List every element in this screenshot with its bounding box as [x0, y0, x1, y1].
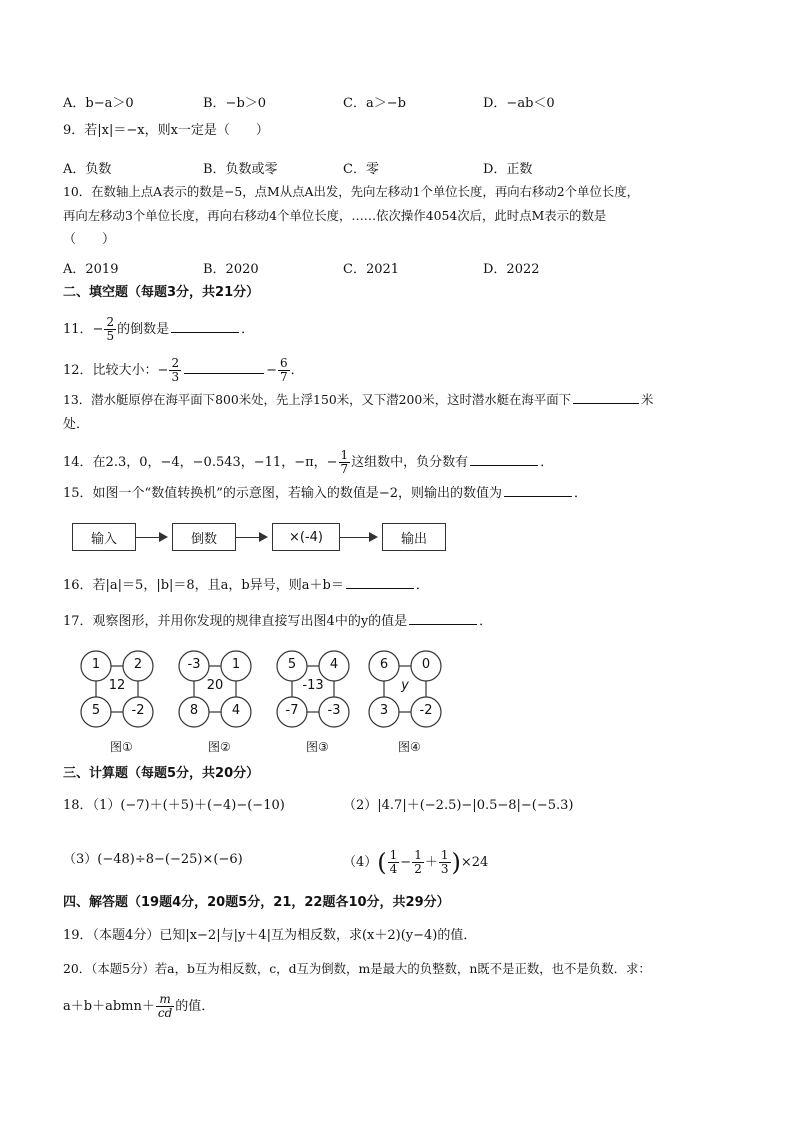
- q8-option-c: C．a＞−b: [343, 96, 406, 111]
- q10-option-a: A．2019: [63, 262, 119, 277]
- q13-line2: 处．: [63, 417, 90, 432]
- flow-reciprocal-box: 倒数: [172, 523, 236, 551]
- q10-line1: 10．在数轴上点A表示的数是−5，点M从点A出发，先向左移动1个单位长度，再向右移动2个单位长度，: [63, 184, 640, 199]
- figure-3-caption: 图③: [306, 740, 329, 754]
- figure-3-center-number: -13: [302, 678, 324, 693]
- flow-multiply-box: ×(-4): [272, 523, 340, 551]
- q11-text: 的倒数是: [117, 322, 170, 337]
- flow-arrow-icon: [340, 537, 376, 538]
- section-4-title: 四、解答题（19题4分，20题5分，21，22题各10分，共29分）: [63, 895, 450, 910]
- q16: 16．若|a|＝5，|b|＝8，且a，b异号，则a＋b＝ ．: [63, 578, 429, 593]
- figure-2: [177, 649, 253, 729]
- figure-1-bl-number: 5: [91, 703, 101, 718]
- figure-4-bl-number: 3: [379, 703, 389, 718]
- q12-prefix: 12．比较大小：−: [63, 363, 169, 378]
- q9-stem: 9．若|x|＝−x，则x一定是（ ）: [63, 123, 269, 138]
- section-2-title: 二、填空题（每题3分，共21分）: [63, 285, 260, 300]
- q9-option-a: A．负数: [63, 162, 112, 177]
- figure-3-tl-number: 5: [287, 657, 297, 672]
- figure-1-tl-number: 1: [91, 657, 101, 672]
- q9-option-c: C．零: [343, 162, 379, 177]
- q8-option-a: A．b−a＞0: [63, 96, 134, 111]
- figure-1-center-number: 12: [108, 678, 126, 693]
- q14-fraction: $\frac{1}{7}$: [340, 448, 349, 476]
- q20-line1: 20．（本题5分）若a，b互为相反数，c，d互为倒数，m是最大的负整数，n既不是正数，也不是负数．求：: [63, 961, 651, 976]
- q14: 14．在2.3，0，−4，−0.543，−11，−π，− $\frac{1}{7}$ 这组数中，负分数有 ．: [63, 448, 554, 476]
- q10-line3: （ ）: [63, 232, 116, 247]
- q15-stem: 15．如图一个“数值转换机”的示意图，若输入的数值是−2，则输出的数值为 ．: [63, 486, 588, 501]
- q20-line2: a＋b＋abmn＋ $\frac{m}{cd}$ 的值．: [63, 992, 215, 1020]
- q10-option-d: D．2022: [483, 262, 540, 277]
- figure-3-tr-number: 4: [329, 657, 339, 672]
- q13-line1: 13．潜水艇原停在海平面下800米处，先上浮150米，又下潜200米，这时潜水艇在海平面下 米: [63, 392, 654, 407]
- q10-option-b: B．2020: [203, 262, 259, 277]
- flow-arrow-icon: [236, 537, 266, 538]
- q11-prefix: 11．−: [63, 322, 104, 337]
- q11: 11．− $\frac{2}{5}$ 的倒数是 ．: [63, 315, 255, 343]
- q18-part-1: 18．（1）(−7)＋(＋5)＋(−4)−(−10): [63, 798, 285, 813]
- flow-output-box: 输出: [382, 523, 446, 551]
- figure-4-br-number: -2: [419, 703, 433, 718]
- q12-fraction-2: $\frac{6}{7}$: [279, 356, 288, 384]
- q10-option-c: C．2021: [343, 262, 400, 277]
- figure-4: [367, 649, 443, 729]
- flow-input-box: 输入: [72, 523, 136, 551]
- q14-answer-blank[interactable]: [470, 453, 538, 466]
- q11-fraction: $\frac{2}{5}$: [106, 315, 115, 343]
- q20-fraction: $\frac{m}{cd}$: [157, 992, 173, 1020]
- q12: 12．比较大小：− $\frac{2}{3}$ − $\frac{6}{7}$ ．: [63, 356, 304, 384]
- figure-4-tl-number: 6: [379, 657, 389, 672]
- figure-1: [79, 649, 155, 729]
- q19-stem: 19．（本题4分）已知|x−2|与|y＋4|互为相反数，求(x＋2)(y−4)的值．: [63, 928, 477, 943]
- figure-2-caption: 图②: [208, 740, 231, 754]
- figure-2-tr-number: 1: [231, 657, 241, 672]
- q9-option-b: B．负数或零: [203, 162, 278, 177]
- figure-4-tr-number: 0: [421, 657, 431, 672]
- q17-answer-blank[interactable]: [409, 612, 477, 625]
- q13-answer-blank[interactable]: [573, 391, 639, 404]
- q16-answer-blank[interactable]: [346, 576, 414, 589]
- section-3-title: 三、计算题（每题5分，共20分）: [63, 766, 260, 781]
- figure-3: [275, 649, 351, 729]
- figure-1-tr-number: 2: [133, 657, 143, 672]
- q8-option-d: D．−ab＜0: [483, 96, 555, 111]
- figure-3-bl-number: -7: [285, 703, 299, 718]
- q17: 17．观察图形，并用你发现的规律直接写出图4中的y的值是 ．: [63, 614, 493, 629]
- q9-option-d: D．正数: [483, 162, 533, 177]
- q18-part-4: （4）( $\frac{1}{4}$ − $\frac{1}{2}$ ＋ $\frac{1}{3}$ )×24: [343, 848, 489, 877]
- figure-2-bl-number: 8: [189, 703, 199, 718]
- figure-1-br-number: -2: [131, 703, 145, 718]
- q12-fraction-1: $\frac{2}{3}$: [171, 356, 180, 384]
- figure-4-center-number: y: [401, 678, 409, 693]
- figure-2-tl-number: -3: [187, 657, 201, 672]
- figure-2-br-number: 4: [231, 703, 241, 718]
- q8-option-b: B．−b＞0: [203, 96, 267, 111]
- flow-arrow-icon: [136, 537, 166, 538]
- q11-answer-blank[interactable]: [171, 320, 239, 333]
- q10-line2: 再向左移动3个单位长度，再向右移动4个单位长度，……依次操作4054次后，此时点M表示的数是: [63, 208, 607, 223]
- figure-2-center-number: 20: [206, 678, 224, 693]
- q12-answer-blank[interactable]: [184, 361, 264, 374]
- figure-3-br-number: -3: [327, 703, 341, 718]
- figure-1-caption: 图①: [110, 740, 133, 754]
- q18-part-2: （2）|4.7|＋(−2.5)−|0.5−8|−(−5.3): [343, 798, 574, 813]
- figure-4-caption: 图④: [398, 740, 421, 754]
- q18-part-3: （3）(−48)÷8−(−25)×(−6): [63, 852, 243, 867]
- q15-answer-blank[interactable]: [504, 484, 572, 497]
